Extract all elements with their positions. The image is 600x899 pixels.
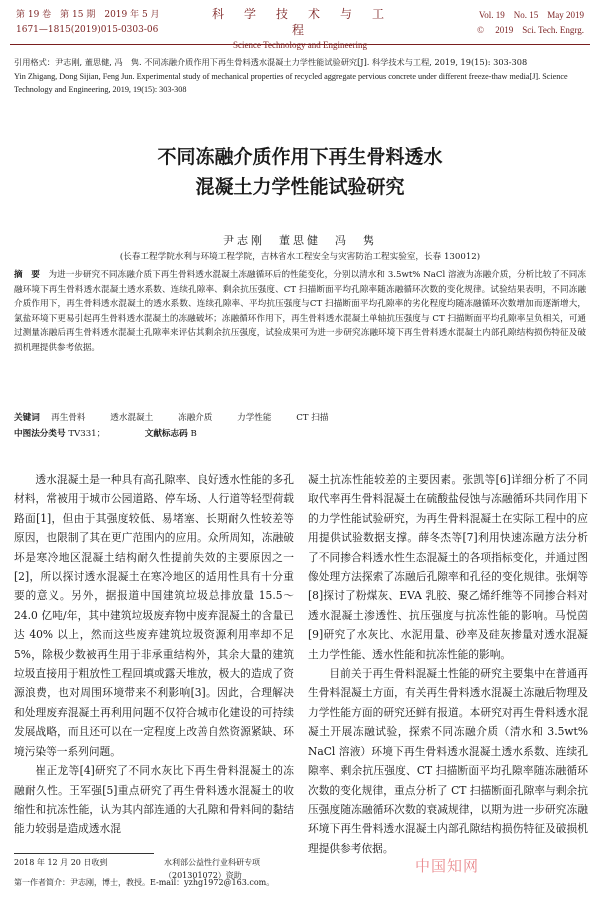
paper-title <box>0 142 600 202</box>
citation-cn: 引用格式：尹志刚, 董思健, 冯 隽. 不同冻融介质作用下再生骨料透水混凝土力学性能试验研究[J]. 科学技术与工程, 2019, 19(15): 303-308 <box>14 57 528 67</box>
header-volume-info <box>16 8 160 38</box>
cnki-watermark: 中国知网 <box>415 857 480 875</box>
footnote <box>14 856 304 880</box>
body-paragraph-continued: 凝土抗冻性能较差的主要因素。张凯等[6]详细分析了不同取代率再生骨料混凝土在硫酸盐侵蚀与冻融循环共同作用下的力学性能试验研究，为再生骨料混凝土在实际工程中的应用提供试验数据支撑。薛冬杰等[7]利用快速冻融方法分析了不同掺合料透水性生态混凝土的各项指标变化，并通过图像处理方法探索了冻融后孔隙率和孔径的变化规律。张炯等[8]探讨了粉煤灰、EVA 乳胶、聚乙烯纤维等不同掺合料对透水混凝土渗透性、抗压强度与抗冻性能的影响。马悦茵[9]研究了水灰比、水泥用量、砂率及硅灰掺量对透水混凝土力学性能、透水性能和抗冻性能的影响。 <box>308 473 588 661</box>
keywords-label: 关键词 <box>14 413 40 423</box>
body-column-right <box>308 470 588 858</box>
clc-value: TV331； <box>68 429 106 439</box>
header-vol-no: Vol. 19 No. 15 May 2019 <box>478 10 584 20</box>
citation-en: Yin Zhigang, Dong Sijian, Feng Jun. Experimental study of mechanical properties of recycled aggregate pervious concrete under different freeze-thaw media[J]. Science Technology and Engineering, 2019, 19(15): 303-308 <box>14 71 568 94</box>
keyword-term: 冻融介质 <box>177 413 213 423</box>
fund-note: 水利部公益性行业科研专项（201301072）资助 <box>164 858 260 880</box>
keywords <box>14 411 586 425</box>
body-paragraph: 崔正龙等[4]研究了不同水灰比下再生骨料混凝土的冻融耐久性。王军强[5]重点研究了再生骨料透水混凝土的收缩性和抗冻性能，认为其内部连通的大孔隙和骨料间的黏结能力较弱是造成透水混 <box>14 764 294 836</box>
body-paragraph: 透水混凝土是一种具有高孔隙率、良好透水性能的多孔材料，常被用于城市公园道路、停车场、人行道等轻型荷载路面[1]，但由于其强度较低、易堵塞、长期耐久性较差等原因，也限制了其在更广范围内的应用。众所周知，冻融破坏是寒冷地区混凝土结构耐久性提前失效的主要原因之一[2]，所以探讨透水混凝土在寒冷地区的适用性具有十分重要的意义。另外，据报道中国建筑垃圾总排放量 15.5～24.0 亿吨/年，其中建筑垃圾废弃物中废弃混凝土的含量已达 40% 以上，然而这些废弃建筑垃圾资源利用率却不足 5%，除极少数被再生用于非承重结构外，其余大量的建筑垃圾直接用于粗放性工程回填或露天堆放，极大的造成了资源浪费，也对周围环境带来不利影响[3]。因此，合理解决和处理废弃混凝土再利用问题不仅符合城市化建设的可持续发展战略，而且还可以在一定程度上改善自然资源紧缺、环境污染等一系列问题。 <box>14 473 294 758</box>
title-line-2: 混凝土力学性能试验研究 <box>195 176 405 198</box>
affiliation: (长春工程学院水利与环境工程学院，吉林省水工程安全与灾害防治工程实验室，长春 130012) <box>119 252 481 262</box>
body-paragraph: 目前关于再生骨料混凝土性能的研究主要集中在普通再生骨料混凝土方面，有关再生骨料透水混凝土冻融后物理及力学性能方面的研究还鲜有报道。本研究对再生骨料透水混凝土开展冻融试验，探索不同冻融介质（清水和 3.5wt% NaCl 溶液）环境下再生骨料透水混凝土透水系数、连续孔隙率、剩余抗压强度、CT 扫描断面平均孔隙率随冻融循环次数的变化规律，重点分析了 CT 扫描断面孔隙率与剩余抗压强度随冻融循环次数的衰减规律，以期为进一步研究冻融环境下再生骨料透水混凝土内部孔隙结构损伤特征及破损机理提供参考依据。 <box>308 667 588 855</box>
classification <box>14 427 586 441</box>
author-note: 第一作者简介：尹志刚，博士，教授。E-mail：yzhg1972@163.com。 <box>14 878 275 887</box>
footnote-rule <box>14 853 154 854</box>
journal-name-cn: 科 学 技 术 与 工 程 <box>211 7 405 37</box>
clc-label: 中图法分类号 <box>14 429 66 439</box>
keyword-term: 再生骨料 <box>51 413 86 423</box>
header-journal-name <box>200 6 405 52</box>
received-date: 2018 年 12 月 20 日收到 <box>14 858 108 867</box>
header-volume: 第 19 卷 第 15 期 2019 年 5 月 <box>16 10 160 20</box>
doc-code-value: B <box>190 429 197 439</box>
doc-code-label: 文献标志码 <box>144 429 188 439</box>
title-line-1: 不同冻融介质作用下再生骨料透水 <box>157 146 443 168</box>
citation-block <box>14 56 586 97</box>
header-volume-en <box>477 8 584 38</box>
body-column-left <box>14 470 294 839</box>
keyword-term: CT 扫描 <box>296 413 329 423</box>
journal-name-en: Science Technology and Engineering <box>233 40 367 50</box>
header-issn: 1671—1815(2019)015-0303-06 <box>16 25 159 35</box>
abstract-label: 摘 要 <box>14 270 40 280</box>
abstract-text: 为进一步研究不同冻融介质下再生骨料透水混凝土冻融循环后的性能变化，分别以清水和 3.5wt% NaCl 溶液为冻融介质，分析比较了不同冻融环境下再生骨料透水混凝土透水系数、连续孔隙率、剩余抗压强度、CT 扫描断面平均孔隙率随冻融循环次数的变化规律。试验结果表明，不同冻融介质作用下，再生骨料透水混凝土的透水系数、连续孔隙率、平均抗压强度与CT 扫描断面平均孔隙率的劣化程度均随冻融循环次数增加而逐渐增大，氯盐环境下更易引起再生骨料透水混凝土的冻融破坏；冻融循环作用下，再生骨料透水混凝土单轴抗压强度与 CT 扫描断面平均孔隙率呈负相关，可通过测量冻融后再生骨料透水混凝土孔隙率来评估其剩余抗压强度，试验成果可为进一步研究冻融环境下再生骨料透水混凝土内部孔隙结构损伤特征及破损机理提供参考依据。 <box>14 270 586 353</box>
keyword-term: 力学性能 <box>237 413 272 423</box>
abstract <box>14 268 586 356</box>
header-rule <box>10 44 590 45</box>
keyword-term: 透水混凝土 <box>110 413 154 423</box>
header-copyright: © 2019 Sci. Tech. Engrg. <box>477 25 584 35</box>
authors: 尹志刚 董思健 冯 隽 <box>223 234 377 247</box>
journal-header <box>0 0 600 50</box>
